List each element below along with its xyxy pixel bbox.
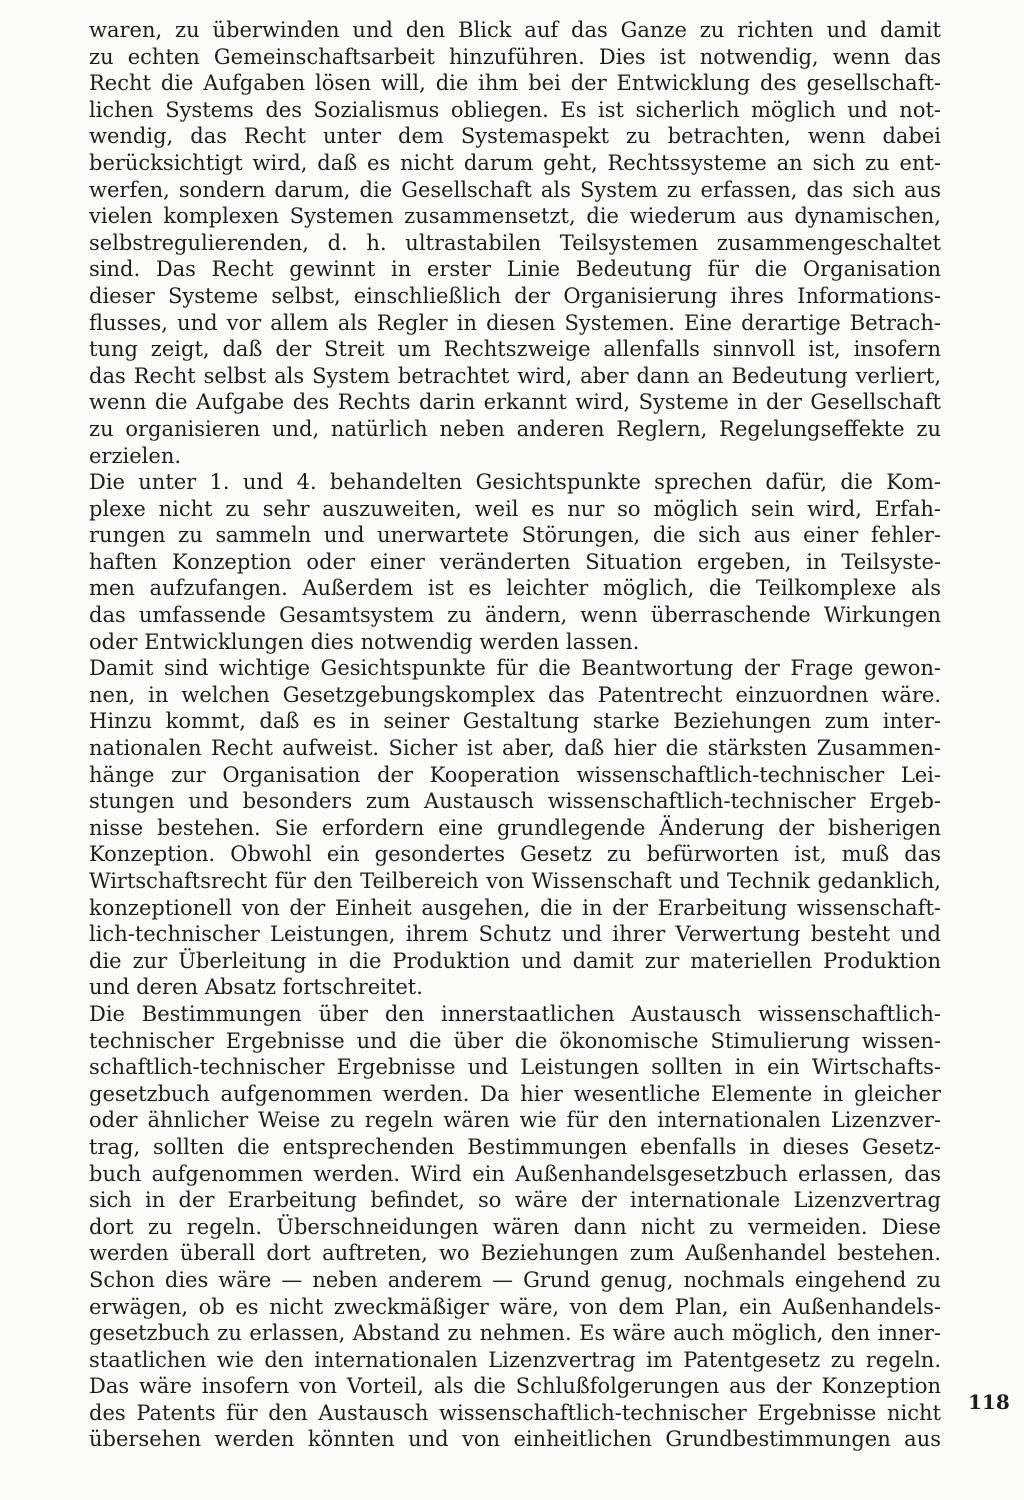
text-line: Recht die Aufgaben lösen will, die ihm bei der Entwicklung des gesellschaft- — [89, 71, 941, 96]
text-line: des Patents für den Austausch wissenschaftlich-technischer Ergebnisse nicht — [89, 1400, 941, 1425]
text-line: gesetzbuch zu erlassen, Abstand zu nehmen. Es wäre auch möglich, den inner- — [89, 1321, 941, 1346]
page-number: 118 — [968, 1390, 1010, 1414]
text-line: oder Entwicklungen dies notwendig werden lassen. — [89, 629, 640, 654]
text-line: trag, sollten die entsprechenden Bestimmungen ebenfalls in dieses Gesetz- — [89, 1134, 941, 1159]
paragraph — [89, 17, 941, 469]
text-line: selbstregulierenden, d. h. ultrastabilen Teilsystemen zusammengeschaltet — [89, 230, 941, 255]
text-line: staatlichen wie den internationalen Lizenzvertrag im Patentgesetz zu regeln. — [89, 1347, 941, 1372]
text-line: Schon dies wäre — neben anderem — Grund genug, nochmals eingehend zu — [89, 1267, 941, 1292]
text-line: sich in der Erarbeitung befindet, so wäre der internationale Lizenzvertrag — [89, 1188, 941, 1213]
text-line: waren, zu überwinden und den Blick auf das Ganze zu richten und damit — [89, 18, 941, 42]
text-line: die zur Überleitung in die Produktion und damit zur materiellen Produktion — [89, 948, 941, 973]
text-line: haften Konzeption oder einer veränderten Situation ergeben, in Teilsyste- — [89, 549, 941, 574]
text-line: gesetzbuch aufgenommen werden. Da hier wesentliche Elemente in gleicher — [89, 1081, 941, 1106]
text-line: dieser Systeme selbst, einschließlich der Organisierung ihres Informations- — [89, 283, 941, 308]
text-line: erwägen, ob es nicht zweckmäßiger wäre, von dem Plan, ein Außenhandels- — [89, 1294, 941, 1319]
text-line: nen, in welchen Gesetzgebungskomplex das Patentrecht einzuordnen wäre. — [89, 682, 941, 707]
text-line: buch aufgenommen werden. Wird ein Außenhandelsgesetzbuch erlassen, das — [89, 1161, 941, 1186]
text-line: plexe nicht zu sehr auszuweiten, weil es nur so möglich sein wird, Erfah- — [89, 496, 941, 521]
text-line: und deren Absatz fortschreitet. — [89, 975, 423, 1000]
paragraph — [89, 655, 941, 1001]
paragraph — [89, 469, 941, 655]
body-text — [89, 17, 941, 1453]
text-line: oder ähnlicher Weise zu regeln wären wie für den internationalen Lizenzver- — [89, 1108, 941, 1133]
text-line: stungen und besonders zum Austausch wissenschaftlich-technischer Ergeb- — [89, 789, 941, 814]
text-line: wenn die Aufgabe des Rechts darin erkannt wird, Systeme in der Gesellschaft — [89, 390, 941, 415]
text-line: schaftlich-technischer Ergebnisse und Leistungen sollten in ein Wirtschafts- — [89, 1055, 941, 1080]
text-line: flusses, und vor allem als Regler in diesen Systemen. Eine derartige Betrach- — [89, 310, 941, 335]
text-line: Wirtschaftsrecht für den Teilbereich von Wissenschaft und Technik gedanklich, — [89, 869, 941, 893]
text-line: men aufzufangen. Außerdem ist es leichter möglich, die Teilkomplexe als — [89, 576, 941, 601]
text-line: hänge zur Organisation der Kooperation wissenschaftlich-technischer Lei- — [89, 762, 941, 787]
text-line: nationalen Recht aufweist. Sicher ist aber, daß hier die stärksten Zusammen- — [89, 736, 941, 761]
text-line: konzeptionell von der Einheit ausgehen, die in der Erarbeitung wissenschaft- — [89, 895, 941, 920]
text-line: tung zeigt, daß der Streit um Rechtszweige allenfalls sinnvoll ist, insofern — [89, 337, 941, 362]
text-line: lich-technischer Leistungen, ihrem Schutz und ihrer Verwertung besteht und — [89, 922, 941, 947]
text-line: Das wäre insofern von Vorteil, als die Schlußfolgerungen aus der Konzeption — [89, 1374, 941, 1399]
text-line: vielen komplexen Systemen zusammensetzt, die wiederum aus dynamischen, — [89, 204, 941, 229]
text-line: rungen zu sammeln und unerwartete Störungen, die sich aus einer fehler- — [89, 523, 941, 548]
text-line: sind. Das Recht gewinnt in erster Linie Bedeutung für die Organisation — [89, 257, 941, 282]
text-line: berücksichtigt wird, daß es nicht darum geht, Rechtssysteme an sich zu ent- — [89, 150, 941, 175]
text-line: werden überall dort auftreten, wo Beziehungen zum Außenhandel bestehen. — [89, 1241, 941, 1266]
text-line: werfen, sondern darum, die Gesellschaft als System zu erfassen, das sich aus — [89, 177, 941, 202]
text-line: lichen Systems des Sozialismus obliegen. Es ist sicherlich möglich und not- — [89, 97, 941, 122]
text-line: das umfassende Gesamtsystem zu ändern, wenn überraschende Wirkungen — [89, 603, 941, 628]
text-line: technischer Ergebnisse und die über die ökonomische Stimulierung wissen- — [89, 1028, 941, 1053]
text-line: das Recht selbst als System betrachtet wird, aber dann an Bedeutung verliert, — [89, 363, 941, 388]
text-line: übersehen werden könnten und von einheitlichen Grundbestimmungen aus — [89, 1427, 941, 1452]
text-line: zu echten Gemeinschaftsarbeit hinzuführen. Dies ist notwendig, wenn das — [89, 44, 941, 69]
text-line: zu organisieren und, natürlich neben anderen Reglern, Regelungseffekte zu — [89, 416, 941, 441]
text-line: dort zu regeln. Überschneidungen wären dann nicht zu vermeiden. Diese — [89, 1214, 941, 1239]
text-line: nisse bestehen. Sie erfordern eine grundlegende Änderung der bisherigen — [89, 815, 941, 840]
paragraph — [89, 1001, 941, 1453]
text-line: wendig, das Recht unter dem Systemaspekt zu betrachten, wenn dabei — [89, 124, 941, 149]
text-line: Hinzu kommt, daß es in seiner Gestaltung starke Beziehungen zum inter- — [89, 709, 941, 734]
text-line: erzielen. — [89, 443, 182, 468]
text-line: Damit sind wichtige Gesichtspunkte für die Beantwortung der Frage gewon- — [89, 656, 941, 681]
text-line: Die unter 1. und 4. behandelten Gesichtspunkte sprechen dafür, die Kom- — [89, 470, 941, 495]
text-line: Konzeption. Obwohl ein gesondertes Gesetz zu befürworten ist, muß das — [89, 842, 941, 867]
text-line: Die Bestimmungen über den innerstaatlichen Austausch wissenschaftlich- — [89, 1001, 941, 1026]
